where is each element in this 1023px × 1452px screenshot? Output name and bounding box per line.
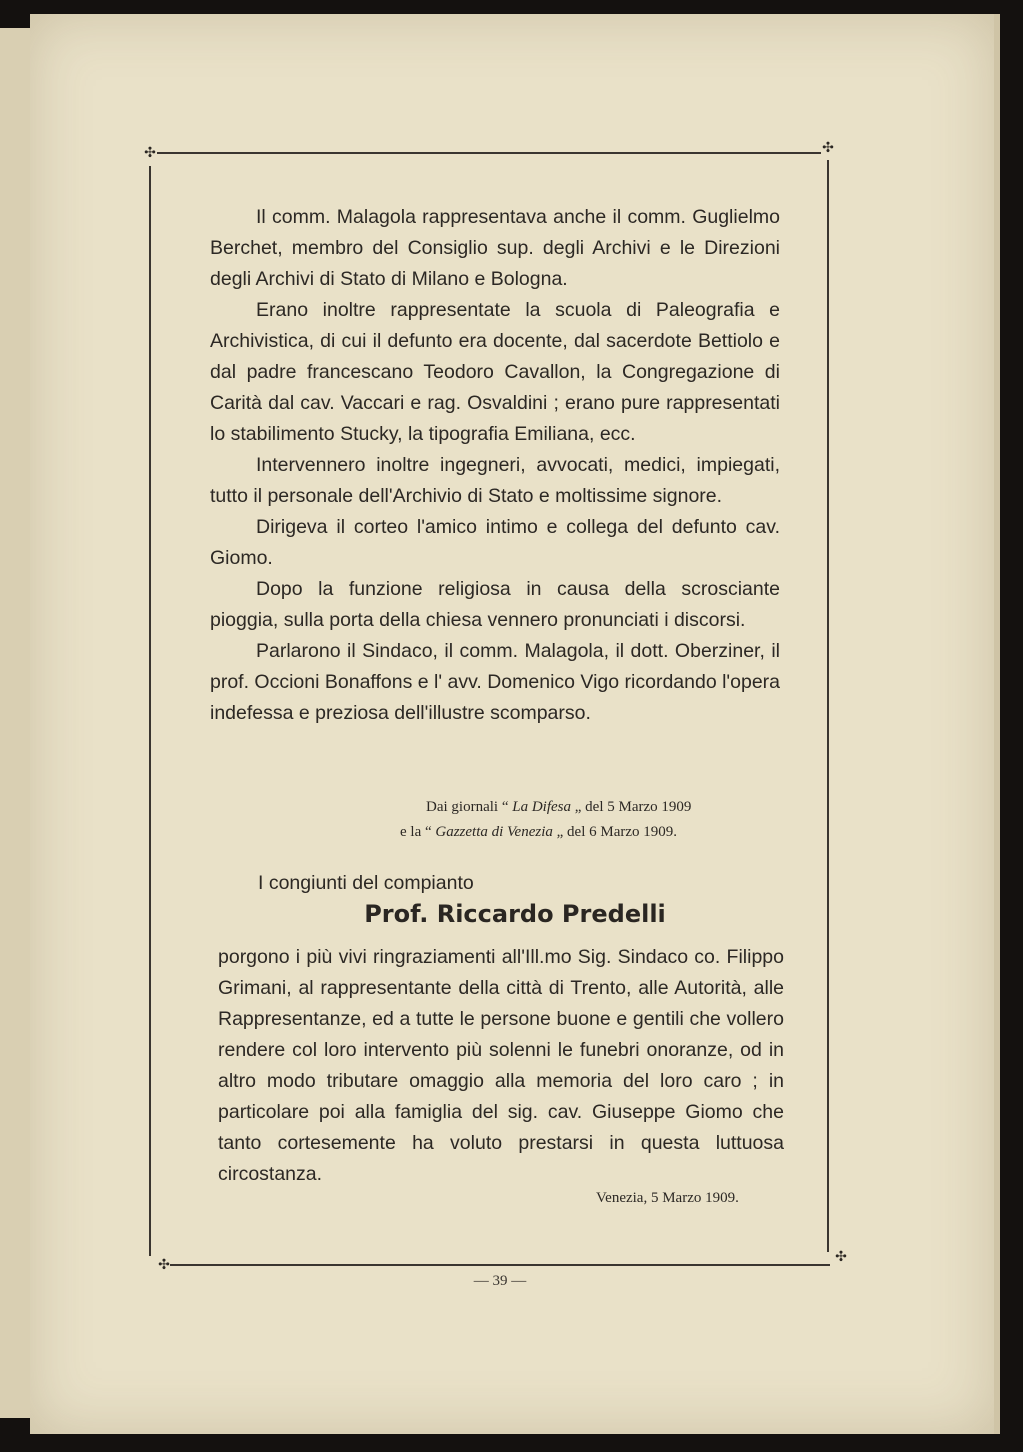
newspaper-title: La Difesa <box>512 799 571 815</box>
paragraph: Dopo la funzione religiosa in causa della scrosciante pioggia, sulla porta della chiesa vennero pronunciati i discorsi. <box>210 578 780 631</box>
ornament-top-right-icon: ✣ <box>822 140 834 156</box>
frame-top-rule <box>157 152 821 154</box>
newspaper-title: Gazzetta di Venezia <box>435 824 553 840</box>
citation-suffix: „ del 5 Marzo 1909 <box>574 799 692 815</box>
notice-intro: I congiunti del compianto <box>258 872 474 894</box>
frame-left-rule <box>149 166 151 1256</box>
notice-signoff: Venezia, 5 Marzo 1909. <box>596 1190 739 1206</box>
citation-prefix: Dai giornali “ <box>426 799 509 815</box>
frame-bottom-rule <box>170 1264 830 1266</box>
paragraph: Il comm. Malagola rappresentava anche il comm. Guglielmo Berchet, membro del Consiglio sup. degli Archivi e le Direzioni degli Archivi di Stato di Milano e Bologna. <box>210 206 780 290</box>
paragraph: porgono i più vivi ringraziamenti all'Ill.mo Sig. Sindaco co. Filippo Grimani, al rappresentante della città di Trento, alle Autorità, alle Rappresentanze, ed a tutte le persone buone e gentili che vollero rendere col loro intervento più solenni le funebri onoranze, od in altro modo tributare omaggio alla memoria del loro caro ; in particolare poi alla famiglia del sig. cav. Giuseppe Giomo che tanto cortesemente ha voluto prestarsi in questa luttuosa circostanza. <box>218 946 784 1185</box>
citation-prefix: e la “ <box>400 824 432 840</box>
source-citation <box>400 795 780 845</box>
page-edge <box>994 14 1000 1434</box>
page-number: — 39 — <box>473 1273 527 1289</box>
ornament-bottom-left-icon: ✣ <box>158 1257 170 1273</box>
notice-name-heading: Prof. Riccardo Predelli <box>364 900 666 928</box>
ornament-bottom-right-icon: ✣ <box>835 1249 847 1265</box>
ornament-top-left-icon: ✣ <box>144 145 156 161</box>
citation-line-2 <box>400 820 780 845</box>
frame-right-rule <box>827 160 829 1252</box>
article-body <box>210 202 780 729</box>
paragraph: Dirigeva il corteo l'amico intimo e collega del defunto cav. Giomo. <box>210 516 780 569</box>
citation-line-1 <box>400 795 780 820</box>
paragraph: Intervennero inoltre ingegneri, avvocati, medici, impiegati, tutto il personale dell'Archivio di Stato e moltissime signore. <box>210 454 780 507</box>
citation-suffix: „ del 6 Marzo 1909. <box>556 824 678 840</box>
paragraph: Erano inoltre rappresentate la scuola di Paleografia e Archivistica, di cui il defunto era docente, dal sacerdote Bettiolo e dal padre francescano Teodoro Cavallon, la Congregazione di Carità dal cav. Vaccari e rag. Osvaldini ; erano pure rappresentati lo stabilimento Stucky, la tipografia Emiliana, ecc. <box>210 299 780 445</box>
adjacent-page-edge <box>0 28 30 1418</box>
paragraph: Parlarono il Sindaco, il comm. Malagola, il dott. Oberziner, il prof. Occioni Bonaffons e l' avv. Domenico Vigo ricordando l'opera indefessa e preziosa dell'illustre scomparso. <box>210 640 781 724</box>
notice-text <box>218 942 784 1190</box>
